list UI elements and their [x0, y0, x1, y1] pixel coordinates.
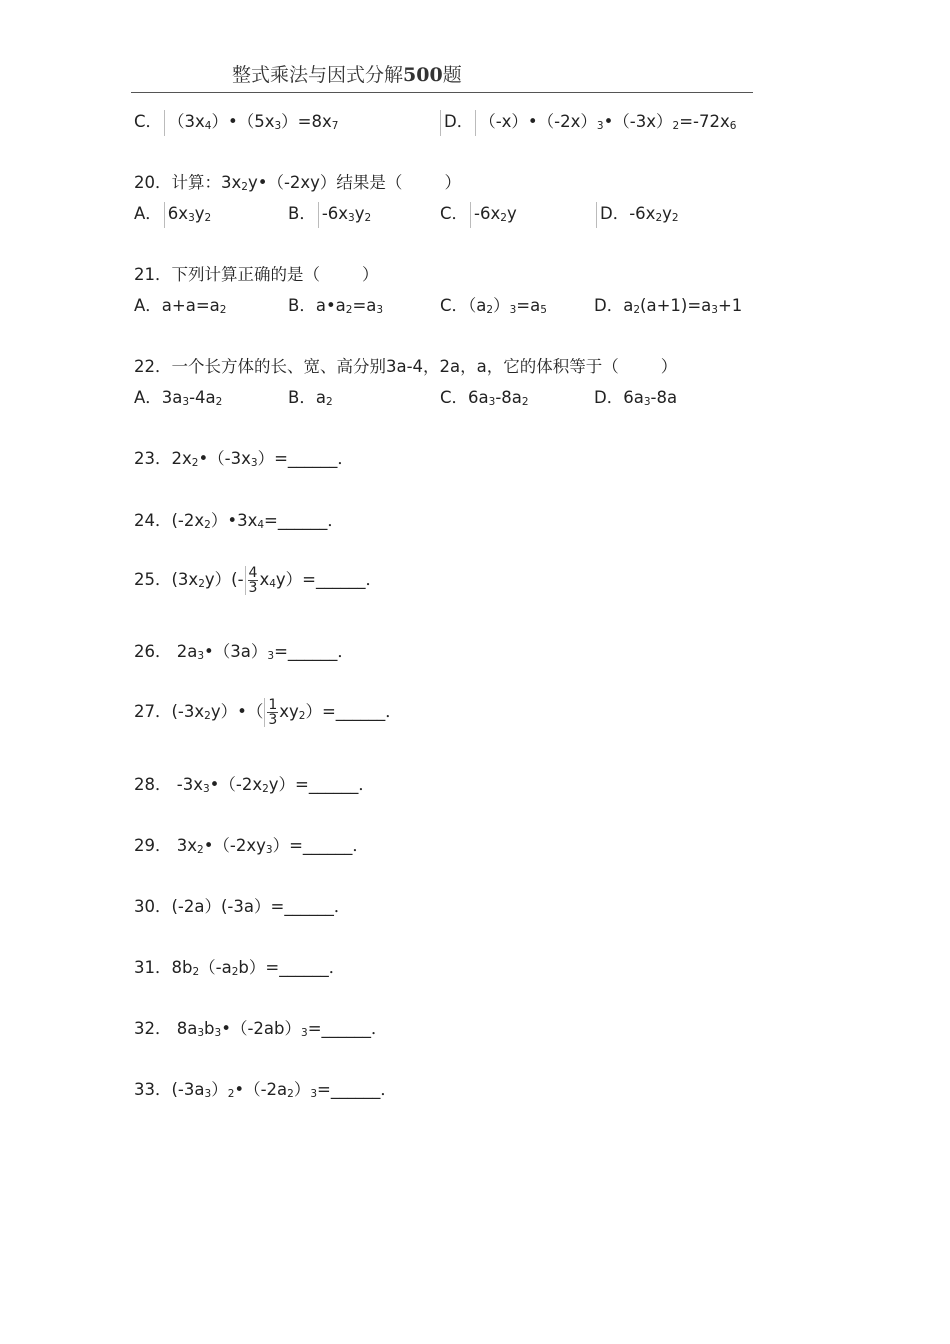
- header-title-suffix: 题: [442, 64, 462, 86]
- option-divider: [164, 110, 165, 136]
- option-divider: [318, 202, 319, 228]
- q20-option-c: C． $-6x_2y$: [440, 200, 517, 228]
- q26: 26． $2a_3•(3a)_3=\_\_\_\_\_\_$．: [134, 642, 354, 662]
- q30: 30．(-2a）(-3a）=______．: [134, 897, 351, 916]
- q23: 23．$2x_2•(-3x_3)=\_\_\_\_\_\_$．: [134, 449, 354, 469]
- q25: 25．$(3x_2y)(-$ $\frac{4}{3}$ $x_4y)=\_\_\_\_\_\_$．: [134, 565, 383, 596]
- fraction: $\frac{4}{3}$: [245, 566, 259, 595]
- q21-option-a: A．$a+a=a_2$: [134, 296, 227, 316]
- q22-stem: 22．一个长方体的长、宽、高分别3a-4，2a，a，它的体积等于（ ）: [134, 357, 678, 376]
- q22-option-c: C．$6a_3-8a_2$: [440, 388, 529, 408]
- q21-option-c: C．$(a_2)_3=a_5$: [440, 296, 547, 316]
- q27: 27．$(-3x_2y)•$（ $\frac{1}{3}$ $xy_2)=\_\_\_\_\_\_$．: [134, 697, 402, 728]
- q24: 24．$(-2x_2)•3x_4=\_\_\_\_\_\_$．: [134, 511, 344, 531]
- q31: 31．$8b_2(-a_2b)=\_\_\_\_\_\_$．: [134, 958, 346, 978]
- option-divider: [475, 110, 476, 136]
- option-divider: [596, 202, 597, 228]
- q20-option-d: D．$-6x_2y_2$: [594, 200, 679, 228]
- header-rule: [131, 92, 753, 93]
- q22-option-d: D．$6a_3-8a$: [594, 388, 678, 408]
- q20-option-b: B． $-6x_3y_2$: [288, 200, 371, 228]
- q20-stem: 20．计算：$3x_2y•(-2xy)$结果是（ ）: [134, 173, 461, 193]
- q21-stem: 21．下列计算正确的是（ ）: [134, 265, 379, 284]
- fraction: $\frac{1}{3}$: [264, 698, 278, 727]
- page-header-title: [232, 60, 462, 87]
- q19-option-d: D． $(-x)•(-2x)_3•(-3x)_2=-72x_6$: [438, 108, 736, 136]
- header-title-text: 整式乘法与因式分解: [232, 64, 404, 86]
- option-divider: [470, 202, 471, 228]
- q22-option-b: B．$a_2$: [288, 388, 333, 408]
- q19-option-c: C． $(3x_4)•(5x_3)=8x_7$: [134, 108, 338, 136]
- q29: 29． $3x_2•(-2xy_3)=\_\_\_\_\_\_$．: [134, 836, 369, 856]
- q33: 33．$(-3a_3)_2•(-2a_2)_3=\_\_\_\_\_\_$．: [134, 1080, 397, 1100]
- q32: 32． $8a_3b_3•(-2ab)_3=\_\_\_\_\_\_$．: [134, 1019, 388, 1039]
- q28: 28． $-3x_3•(-2x_2y)=\_\_\_\_\_\_$．: [134, 775, 375, 795]
- q20-option-a: A． $6x_3y_2$: [134, 200, 211, 228]
- header-title-number: 500: [403, 64, 443, 86]
- q21-option-d: D．$a_2(a+1)=a_3+1$: [594, 296, 743, 316]
- q22-option-a: A．$3a_3-4a_2$: [134, 388, 223, 408]
- option-divider: [164, 202, 165, 228]
- option-divider: [440, 110, 441, 136]
- q21-option-b: B．$a•a_2=a_3$: [288, 296, 384, 316]
